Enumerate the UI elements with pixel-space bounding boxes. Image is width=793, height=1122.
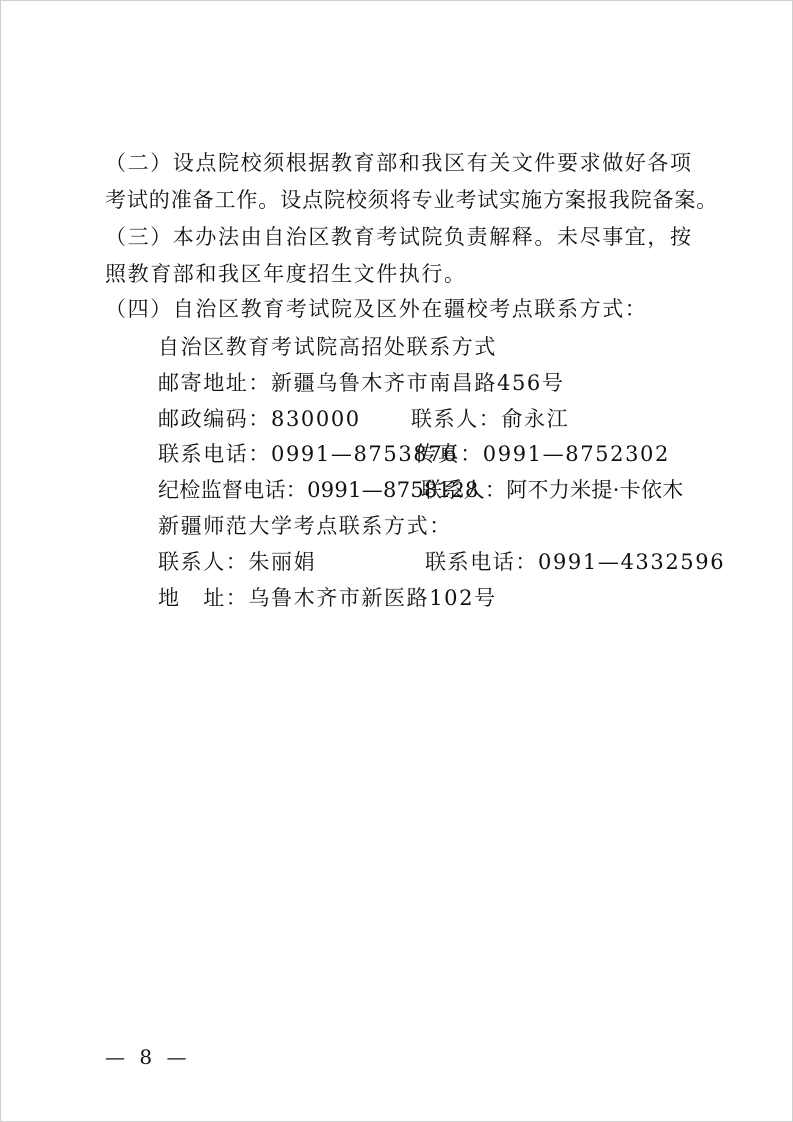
exam-authority-fax: 传真：0991—8752302 [415, 442, 670, 466]
exam-authority-supervision-phone: 纪检监督电话：0991—8758128 [158, 478, 479, 502]
exam-authority-supervision-contact: 联系人：阿不力米提·卡依木 [421, 478, 684, 502]
exam-authority-contact-person: 联系人：俞永江 [411, 407, 570, 431]
normal-university-address: 地 址：乌鲁木齐市新医路102号 [158, 586, 497, 610]
paragraph-4-heading: （四）自治区教育考试院及区外在疆校考点联系方式： [105, 297, 648, 321]
page-number: — 8 — [105, 1045, 191, 1069]
paragraph-3-line-1: （三）本办法由自治区教育考试院负责解释。未尽事宜，按 [105, 225, 693, 249]
paragraph-2-line-1: （二）设点院校须根据教育部和我区有关文件要求做好各项 [105, 151, 693, 175]
normal-university-title: 新疆师范大学考点联系方式： [158, 514, 452, 538]
exam-authority-postcode: 邮政编码：830000 [158, 407, 361, 431]
exam-authority-mailing-address: 邮寄地址：新疆乌鲁木齐市南昌路456号 [158, 371, 565, 395]
normal-university-contact-person: 联系人：朱丽娟 [158, 550, 317, 574]
paragraph-3-line-2: 照教育部和我区年度招生文件执行。 [105, 262, 467, 286]
exam-authority-phone: 联系电话：0991—8753876 [158, 442, 459, 466]
normal-university-phone: 联系电话：0991—4332596 [425, 550, 726, 574]
paragraph-2-line-2: 考试的准备工作。设点院校须将专业考试实施方案报我院备案。 [105, 188, 719, 212]
exam-authority-title: 自治区教育考试院高招处联系方式 [158, 335, 497, 359]
